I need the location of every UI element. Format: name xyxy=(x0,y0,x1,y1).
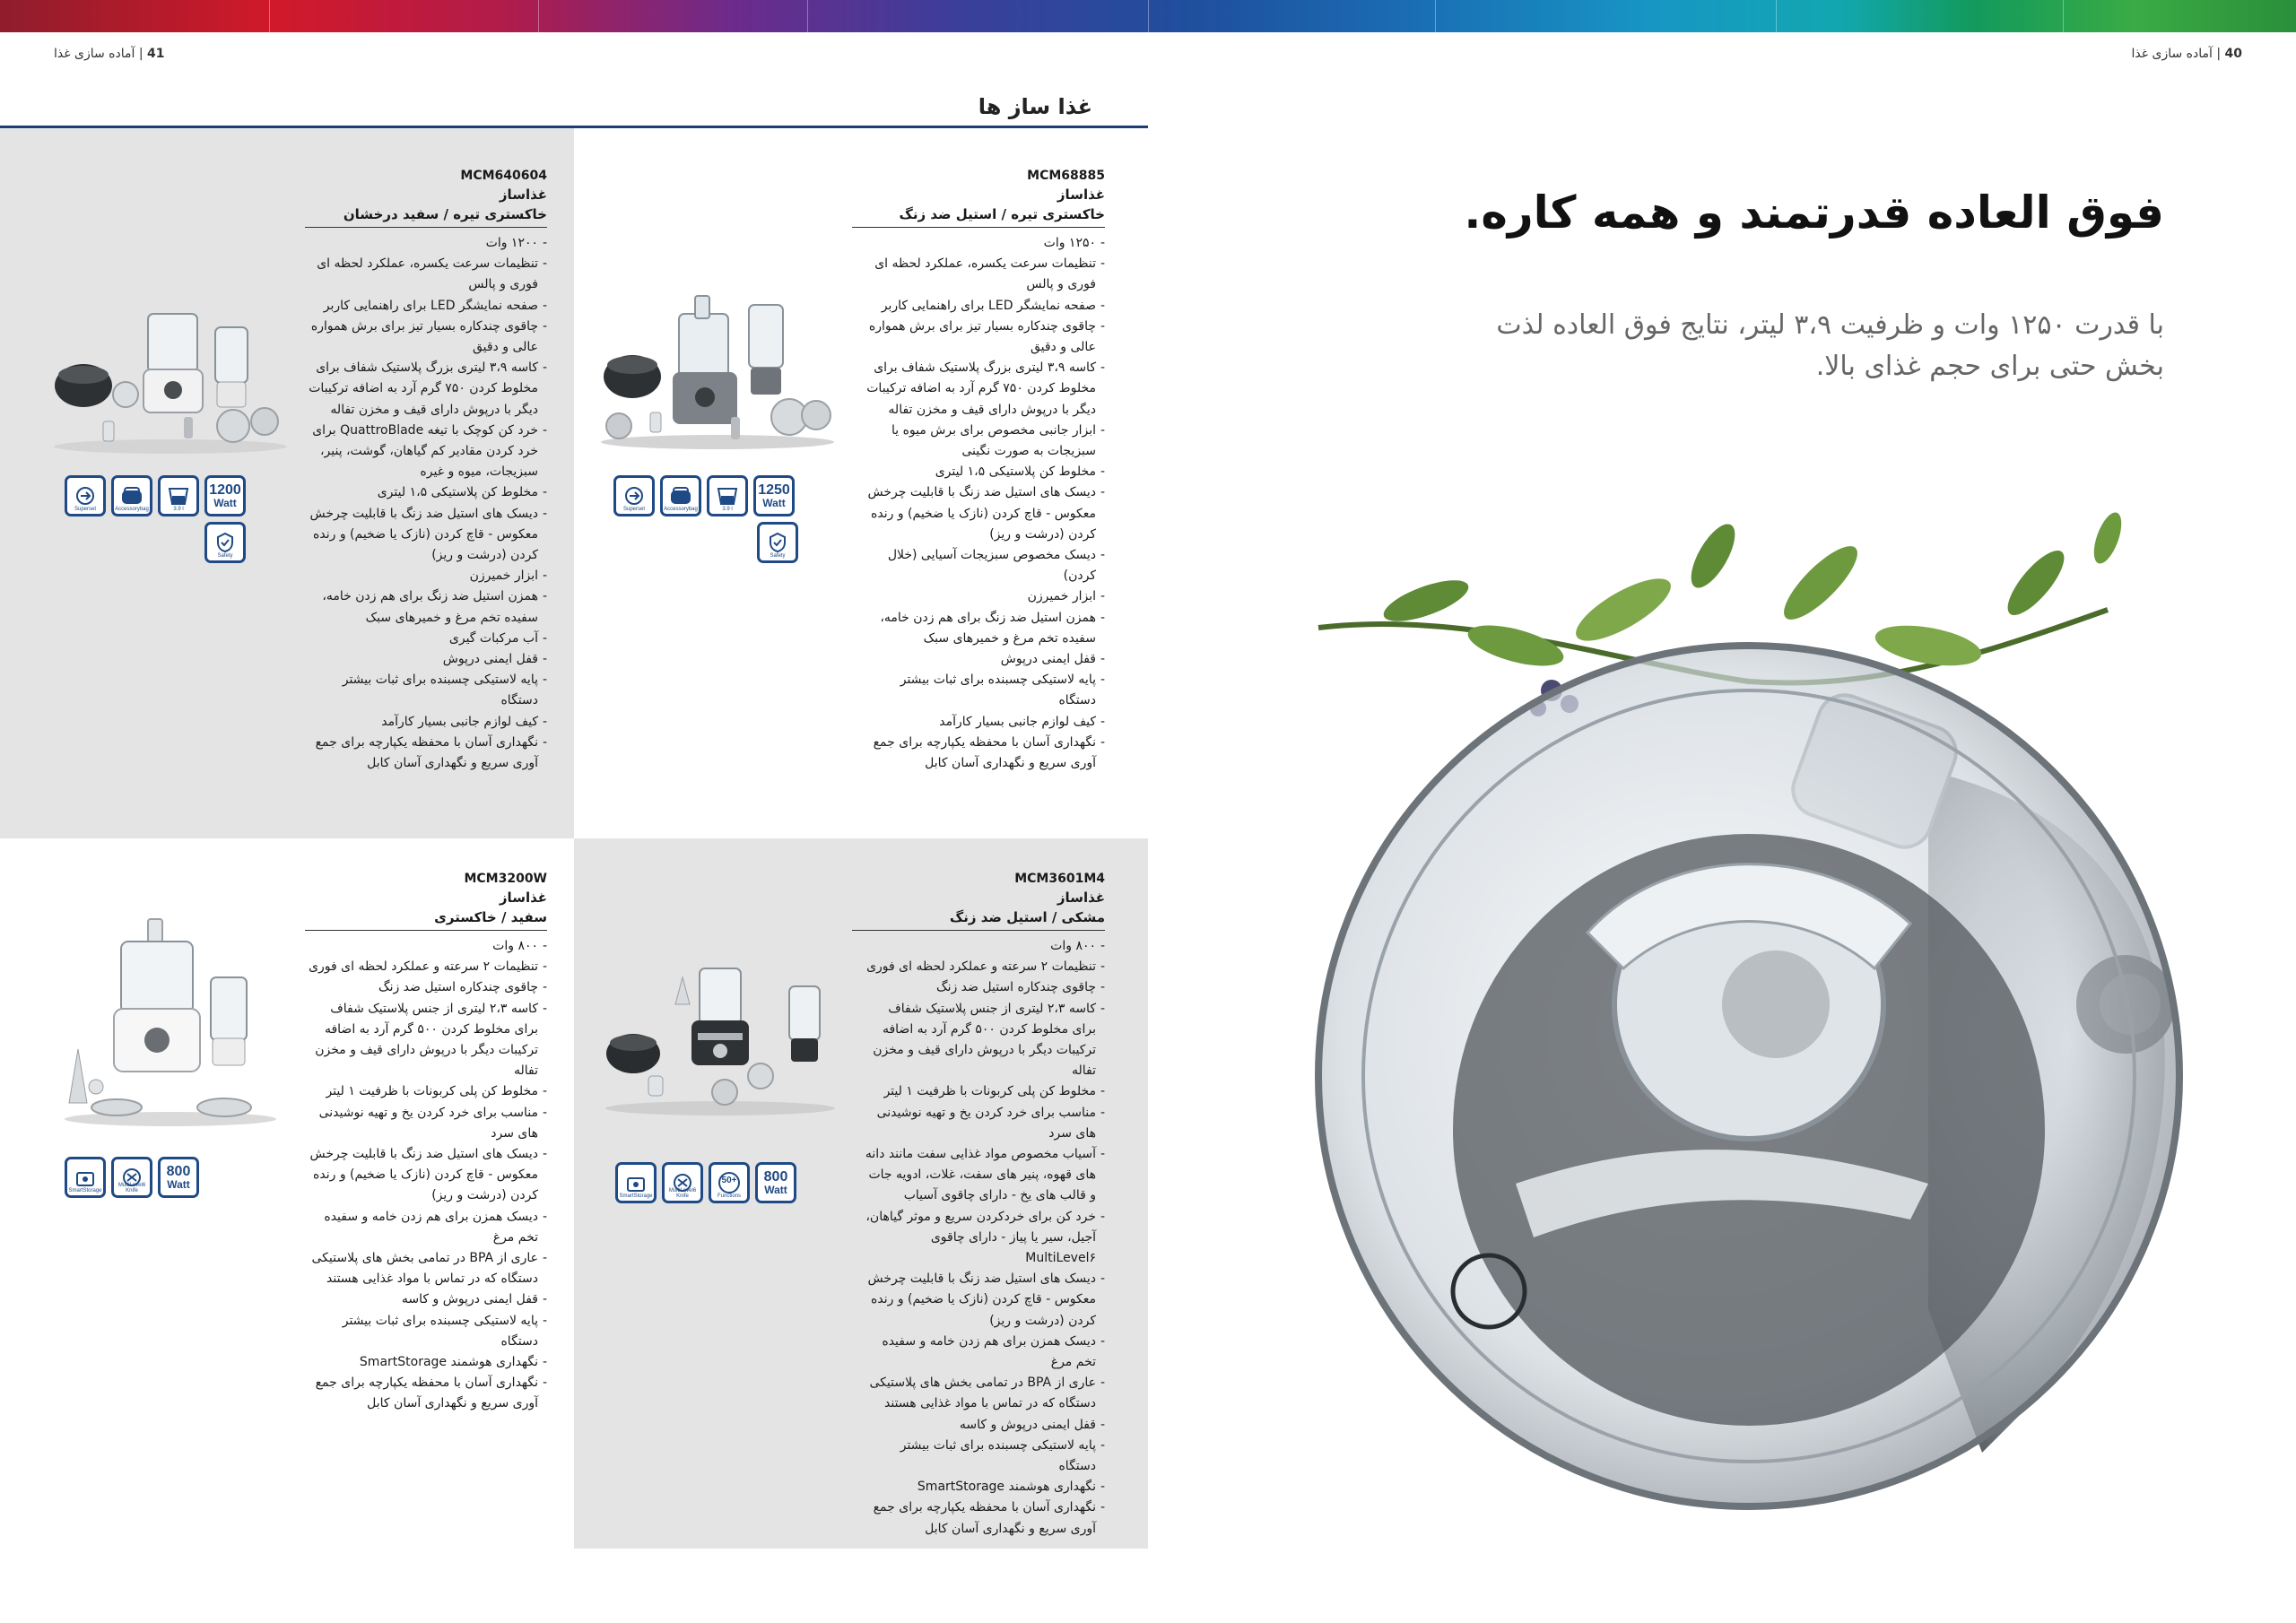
feature-item: - قفل ایمنی درپوش و کاسه xyxy=(863,1415,1105,1436)
badge-number: 1200 xyxy=(209,482,241,498)
header-separator: | xyxy=(138,47,144,61)
feature-item: - نگهداری آسان با محفظه یکپارچه برای جمع آوری سریع و نگهداری آسان کابل xyxy=(863,733,1105,774)
feature-item: - کیف لوازم جانبی بسیار کارآمد xyxy=(863,712,1105,733)
product-card-mcm3601m4 xyxy=(852,870,1105,1540)
feature-item: - ابزار جانبی مخصوص برای برش میوه یا سبزیجات به صورت نگینی xyxy=(863,421,1105,462)
feature-item: - مناسب برای خرد کردن یخ و تهیه نوشیدنی های سرد xyxy=(863,1103,1105,1144)
left-page-header xyxy=(54,47,165,61)
badge-number: 800 xyxy=(166,1163,191,1179)
smart-storage-icon xyxy=(615,1162,657,1203)
power-badge xyxy=(158,1157,199,1198)
feature-item: - نگهداری آسان با محفظه یکپارچه برای جمع آوری سریع و نگهداری آسان کابل xyxy=(863,1497,1105,1539)
feature-item: - صفحه نمایشگر LED برای راهنمایی کاربر xyxy=(305,296,547,317)
feature-list xyxy=(863,936,1105,1540)
feature-item: - پایه لاستیکی چسبنده برای ثبات بیشتر دستگاه xyxy=(305,1311,547,1352)
feature-item: - دیسک مخصوص سبزیجات آسیایی (خلال کردن) xyxy=(863,545,1105,586)
product-kind: غذاساز xyxy=(1057,890,1105,906)
right-page-number: 40 xyxy=(2224,47,2242,61)
multilevel-knife-icon xyxy=(111,1157,152,1198)
feature-item: - تنظیمات ۲ سرعته و عملکرد لحظه ای فوری xyxy=(305,957,547,977)
product-colors: خاکستری تیره / سفید درخشان xyxy=(305,204,547,228)
50-plus-functions-icon xyxy=(709,1162,750,1203)
product-kind: غذاساز xyxy=(499,890,547,906)
badge-caption: Functions xyxy=(717,1193,741,1199)
product-code: MCM640604 xyxy=(460,169,547,183)
feature-item: - چاقوی چندکاره بسیار تیز برای برش همواره عالی و دقیق xyxy=(863,317,1105,358)
badge-caption: Superset xyxy=(74,507,96,512)
hero-headline: فوق العاده قدرتمند و همه کاره. xyxy=(1464,187,2164,239)
product-kind: غذاساز xyxy=(499,187,547,203)
feature-item: - همزن استیل ضد زنگ برای هم زدن خامه، سفیده تخم مرغ و خمیرهای سبک xyxy=(305,586,547,628)
badge-caption: Safety xyxy=(217,553,233,559)
feature-item: - کاسه ۲،۳ لیتری از جنس پلاستیک شفاف برای مخلوط کردن ۵۰۰ گرم آرد به اضافه ترکیبات دیگر با درپوش دارای قیف و مخزن تفاله xyxy=(305,999,547,1082)
badge-unit: Watt xyxy=(213,496,237,509)
feature-item: - صفحه نمایشگر LED برای راهنمایی کاربر xyxy=(863,296,1105,317)
feature-item: - ۸۰۰ وات xyxy=(305,936,547,957)
feature-item: - ابزار خمیرزن xyxy=(863,586,1105,607)
food-processor-set-image xyxy=(599,950,841,1121)
brand-color-band xyxy=(0,0,2296,32)
badge-caption: MultiLevel6 Knife xyxy=(668,1188,697,1199)
feature-item: - نگهداری آسان با محفظه یکپارچه برای جمع آوری سریع و نگهداری آسان کابل xyxy=(305,733,547,774)
feature-item: - ابزار خمیرزن xyxy=(305,566,547,586)
feature-item: - پایه لاستیکی چسبنده برای ثبات بیشتر دستگاه xyxy=(863,1436,1105,1477)
feature-item: - چاقوی چندکاره استیل ضد زنگ xyxy=(305,977,547,998)
product-code: MCM3601M4 xyxy=(1014,872,1105,886)
feature-item: - نگهداری آسان با محفظه یکپارچه برای جمع آوری سریع و نگهداری آسان کابل xyxy=(305,1373,547,1414)
hero-food-processor-image xyxy=(1247,502,2215,1560)
bowl-capacity-icon xyxy=(158,475,199,516)
feature-item: - دیسک همزن برای هم زدن خامه و سفیده تخم مرغ xyxy=(305,1207,547,1248)
feature-item: - آسیاب مخصوص مواد غذایی سفت مانند دانه های قهوه، پنیر های سفت، غلات، ادویه جات و قالب های یخ - دارای چاقوی آسیاب xyxy=(863,1144,1105,1207)
feature-item: - ۱۲۵۰ وات xyxy=(863,233,1105,254)
section-title: غذا ساز ها xyxy=(978,94,1092,119)
feature-item: - قفل ایمنی درپوش xyxy=(305,649,547,670)
feature-item: - همزن استیل ضد زنگ برای هم زدن خامه، سفیده تخم مرغ و خمیرهای سبک xyxy=(863,608,1105,649)
food-processor-set-image xyxy=(58,915,283,1130)
product-card-mcm3200w xyxy=(305,870,547,1415)
superset-icon xyxy=(613,475,655,516)
feature-item: - نگهداری هوشمند SmartStorage xyxy=(305,1352,547,1373)
multilevel-knife-icon xyxy=(662,1162,703,1203)
feature-item: - دیسک های استیل ضد زنگ با قابلیت چرخش معکوس - قاچ کردن (نازک یا ضخیم) و رنده کردن (درشت و ریز) xyxy=(863,1269,1105,1332)
badge-number: 1250 xyxy=(758,482,790,498)
badge-caption: Accessorybag xyxy=(115,507,149,512)
product-kind: غذاساز xyxy=(1057,187,1105,203)
feature-item: - مخلوط کن پلی کربونات با ظرفیت ۱ لیتر xyxy=(305,1081,547,1102)
badge-unit: Watt xyxy=(762,496,786,509)
badge-number: 800 xyxy=(763,1168,788,1185)
power-badge xyxy=(753,475,795,516)
product-colors: خاکستری تیره / استیل ضد زنگ xyxy=(852,204,1105,228)
feature-item: - پایه لاستیکی چسبنده برای ثبات بیشتر دستگاه xyxy=(863,670,1105,711)
badge-caption: MultiLevel6 Knife xyxy=(117,1183,146,1193)
badge-unit: Watt xyxy=(764,1183,787,1196)
left-page-section: آماده سازی غذا xyxy=(54,47,135,61)
feature-badges xyxy=(613,475,802,563)
feature-list xyxy=(305,936,547,1415)
feature-item: - تنظیمات سرعت یکسره، عملکرد لحظه ای فوری و پالس xyxy=(305,254,547,295)
feature-item: - خرد کن برای خردکردن سریع و موثر گیاهان، آجیل، سیر یا پیاز - دارای چاقوی MultiLevel۶ xyxy=(863,1207,1105,1270)
feature-item: - پایه لاستیکی چسبنده برای ثبات بیشتر دستگاه xyxy=(305,670,547,711)
food-processor-set-image xyxy=(49,296,291,457)
smart-storage-icon xyxy=(65,1157,106,1198)
feature-item: - تنظیمات ۲ سرعته و عملکرد لحظه ای فوری xyxy=(863,957,1105,977)
badge-caption: 3.9 l xyxy=(722,507,733,512)
safety-icon xyxy=(204,522,246,563)
feature-item: - عاری از BPA در تمامی بخش های پلاستیکی دستگاه که در تماس با مواد غذایی هستند xyxy=(305,1248,547,1289)
product-colors: مشکی / استیل ضد زنگ xyxy=(852,907,1105,931)
feature-item: - دیسک های استیل ضد زنگ با قابلیت چرخش معکوس - قاچ کردن (نازک یا ضخیم) و رنده کردن (درشت و ریز) xyxy=(863,482,1105,545)
badge-number: 50+ xyxy=(721,1176,737,1185)
feature-item: - مخلوط کن پلی کربونات با ظرفیت ۱ لیتر xyxy=(863,1081,1105,1102)
badge-unit: Watt xyxy=(167,1177,190,1191)
power-badge xyxy=(204,475,246,516)
accessory-bag-icon xyxy=(111,475,152,516)
badge-caption: SmartStorage xyxy=(68,1188,102,1193)
feature-item: - آب مرکبات گیری xyxy=(305,629,547,649)
right-page-section: آماده سازی غذا xyxy=(2131,47,2213,61)
feature-item: - عاری از BPA در تمامی بخش های پلاستیکی دستگاه که در تماس با مواد غذایی هستند xyxy=(863,1373,1105,1414)
right-page-header xyxy=(2131,47,2242,61)
feature-item: - کیف لوازم جانبی بسیار کارآمد xyxy=(305,712,547,733)
feature-item: - کاسه ۲،۳ لیتری از جنس پلاستیک شفاف برای مخلوط کردن ۵۰۰ گرم آرد به اضافه ترکیبات دیگر با درپوش دارای قیف و مخزن تفاله xyxy=(863,999,1105,1082)
feature-item: - مخلوط کن پلاستیکی ۱،۵ لیتری xyxy=(863,462,1105,482)
feature-item: - قفل ایمنی درپوش و کاسه xyxy=(305,1289,547,1310)
header-separator: | xyxy=(2216,47,2222,61)
feature-badges xyxy=(65,1157,208,1198)
hero-subtitle: با قدرت ۱۲۵۰ وات و ظرفیت ۳،۹ لیتر، نتایج فوق العاده لذت بخش حتی برای حجم غذای بالا. xyxy=(1496,309,2164,382)
feature-badges xyxy=(65,475,253,563)
product-code: MCM3200W xyxy=(464,872,547,886)
power-badge xyxy=(755,1162,796,1203)
feature-item: - ۸۰۰ وات xyxy=(863,936,1105,957)
feature-item: - نگهداری هوشمند SmartStorage xyxy=(863,1477,1105,1497)
safety-icon xyxy=(757,522,798,563)
feature-item: - دیسک های استیل ضد زنگ با قابلیت چرخش معکوس - قاچ کردن (نازک یا ضخیم) و رنده کردن (درشت و ریز) xyxy=(305,1144,547,1207)
feature-item: - مناسب برای خرد کردن یخ و تهیه نوشیدنی های سرد xyxy=(305,1103,547,1144)
feature-item: - کاسه ۳،۹ لیتری بزرگ پلاستیک شفاف برای مخلوط کردن ۷۵۰ گرم آرد به اضافه ترکیبات دیگر با درپوش دارای قیف و مخزن تفاله xyxy=(863,358,1105,421)
badge-caption: SmartStorage xyxy=(619,1193,653,1199)
accessory-bag-icon xyxy=(660,475,701,516)
badge-caption: Superset xyxy=(622,507,645,512)
product-card-mcm68885 xyxy=(852,167,1105,774)
feature-item: - تنظیمات سرعت یکسره، عملکرد لحظه ای فوری و پالس xyxy=(863,254,1105,295)
left-page-number: 41 xyxy=(147,47,165,61)
badge-caption: 3.9 l xyxy=(173,507,184,512)
superset-icon xyxy=(65,475,106,516)
feature-item: - ۱۲۰۰ وات xyxy=(305,233,547,254)
feature-item: - دیسک همزن برای هم زدن خامه و سفیده تخم مرغ xyxy=(863,1332,1105,1373)
feature-item: - خرد کن کوچک با تیغه QuattroBlade برای خرد کردن مقادیر کم گیاهان، گوشت، پنیر، سبزیجات، میوه و غیره xyxy=(305,421,547,483)
food-processor-set-image xyxy=(596,282,839,453)
feature-badges xyxy=(615,1162,813,1203)
feature-item: - کاسه ۳،۹ لیتری بزرگ پلاستیک شفاف برای مخلوط کردن ۷۵۰ گرم آرد به اضافه ترکیبات دیگر با درپوش دارای قیف و مخزن تفاله xyxy=(305,358,547,421)
badge-caption: Safety xyxy=(770,553,786,559)
feature-item: - قفل ایمنی درپوش xyxy=(863,649,1105,670)
feature-item: - دیسک های استیل ضد زنگ با قابلیت چرخش معکوس - قاچ کردن (نازک یا ضخیم) و رنده کردن (درشت و ریز) xyxy=(305,504,547,567)
feature-item: - چاقوی چندکاره بسیار تیز برای برش همواره عالی و دقیق xyxy=(305,317,547,358)
feature-list xyxy=(863,233,1105,774)
product-code: MCM68885 xyxy=(1027,169,1105,183)
feature-list xyxy=(305,233,547,774)
feature-item: - چاقوی چندکاره استیل ضد زنگ xyxy=(863,977,1105,998)
product-colors: سفید / خاکستری xyxy=(305,907,547,931)
bowl-capacity-icon xyxy=(707,475,748,516)
badge-caption: Accessorybag xyxy=(664,507,698,512)
product-card-mcm640604 xyxy=(305,167,547,774)
feature-item: - مخلوط کن پلاستیکی ۱،۵ لیتری xyxy=(305,482,547,503)
